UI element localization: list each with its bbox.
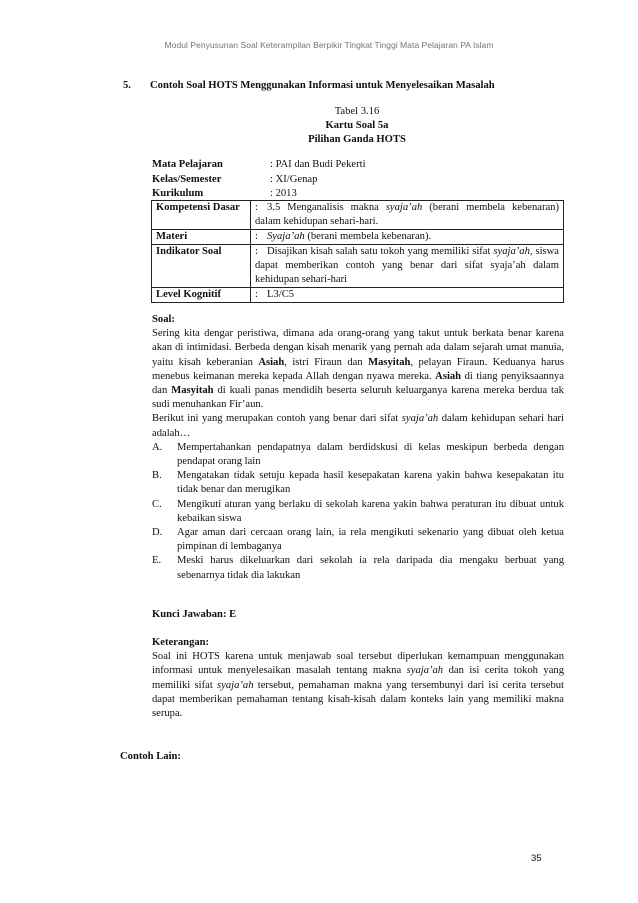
meta-value: : PAI dan Budi Pekerti — [270, 159, 366, 170]
story-name: Asiah — [435, 370, 462, 382]
row-value-em: syaja’ah, — [493, 246, 533, 257]
row-key: Indikator Soal — [152, 245, 251, 288]
answer-key: Kunci Jawaban: E — [152, 609, 237, 620]
table-number: Tabel 3.16 — [334, 106, 380, 117]
row-value-pre: Disajikan kisah salah satu tokoh yang memiliki sifat — [267, 246, 494, 257]
stem-text: Berikut ini yang merupakan contoh yang benar dari sifat — [152, 413, 402, 425]
explanation-part: tersebut, pemahaman makna yang tersembunyi dari isi cerita tersebut dapat memberikan pemahaman tentang kisah-kisah dalam konteks lain yang memiliki makna serupa. — [152, 679, 564, 720]
meta-class — [152, 172, 317, 187]
option-letter: D. — [152, 527, 163, 539]
row-value — [251, 245, 564, 288]
row-value-em: syaja’ah — [385, 202, 423, 213]
row-value — [251, 288, 564, 303]
story-name: Masyitah — [368, 356, 411, 368]
table-row — [152, 201, 564, 230]
row-key: Materi — [152, 230, 251, 245]
meta-value: : 2013 — [270, 188, 297, 199]
option-letter: E. — [152, 555, 162, 567]
row-key: Kompetensi Dasar — [152, 201, 251, 230]
section-number: 5. — [123, 80, 131, 91]
meta-key: Kurikulum — [152, 188, 204, 199]
section-title-text: Contoh Soal HOTS Menggunakan Informasi untuk Menyelesaikan Masalah — [150, 80, 495, 91]
question-block — [152, 313, 564, 583]
row-value-pre: 3.5 Menganalisis makna — [267, 202, 386, 213]
meta-value: : XI/Genap — [270, 174, 318, 185]
explanation-heading: Keterangan: — [152, 637, 210, 648]
row-value — [251, 201, 564, 230]
row-value-em: Syaja’ah — [267, 231, 305, 242]
story-text: , istri Firaun dan — [284, 356, 369, 368]
running-header: Modul Penyusunan Soal Keterampilan Berpikir Tingkat Tinggi Mata Pelajaran PA Islam — [164, 40, 494, 50]
story-text: Sering kita dengar peristiwa, dimana ada orang-orang yang takut untuk berkata benar karena akan di intimidasi. Berbeda dengan kisah menarik yang pernah ada dalam sejarah umat manuia, yaitu kisah keberanian — [152, 328, 564, 368]
option-letter: C. — [152, 498, 162, 510]
row-value-post: siswa dapat memberikan contoh yang benar dari sifat syaja’ah dalam kehidupan sehari-hari — [255, 246, 559, 285]
story-name: Masyitah — [171, 385, 214, 397]
row-value — [251, 230, 564, 245]
explanation-part: dan isi cerita tokoh yang memiliki sifat — [152, 665, 564, 691]
option-text: Mempertahankan pendapatnya dalam berdidskusi di kelas meskipun berbeda dengan pendapat orang lain — [177, 441, 564, 468]
story-text: , pelayan Firaun. Keduanya harus menebus keimanan mereka kepada Allah dengan nyawa mereka. — [152, 356, 564, 382]
explanation-block — [152, 636, 564, 721]
row-sep: : — [255, 202, 258, 213]
row-sep: : — [255, 231, 258, 242]
table-row — [152, 288, 564, 303]
option-d — [152, 526, 564, 554]
stem-text: dalam kehidupan sehari hari adalah… — [152, 413, 564, 439]
story-text: di kuali panas mendidih beserta seluruh keluarganya karena mereka berdua tak sudi menuhankan Fir’aun. — [152, 385, 564, 411]
story-text: di tiang penyiksaannya dan — [152, 370, 565, 397]
meta-key: Kelas/Semester — [152, 174, 222, 185]
question-story — [152, 327, 564, 412]
option-text: Meski harus dikeluarkan dari sekolah ia rela daripada dia mengaku berbuat yang sebenarnya tidak dia lakukan — [177, 555, 564, 581]
row-value-post: (berani membela kebenaran) dalam kehidupan sehari-hari. — [255, 202, 559, 227]
section-title — [123, 80, 495, 91]
option-text: Mengikuti aturan yang berlaku di sekolah karena yakin bahwa peraturan itu dibuat untuk kebaikan siswa — [177, 498, 564, 524]
meta-curriculum — [152, 186, 297, 201]
stem-em: syaja’ah — [401, 413, 439, 425]
row-key: Level Kognitif — [152, 288, 251, 303]
meta-key: Mata Pelajaran — [152, 159, 223, 170]
option-b — [152, 469, 564, 497]
option-letter: B. — [152, 470, 162, 482]
row-value-post: (berani membela kebenaran). — [304, 231, 432, 242]
question-type: Pilihan Ganda HOTS — [308, 134, 406, 145]
page-number: 35 — [531, 853, 542, 864]
option-text: Mengatakan tidak setuju kepada hasil kesepakatan karena yakin bahwa kesepakatan itu tidak benar dan merugikan — [177, 470, 564, 496]
option-a — [152, 441, 564, 469]
card-table — [151, 200, 564, 303]
option-c — [152, 498, 564, 526]
option-letter: A. — [152, 441, 163, 453]
question-heading: Soal: — [152, 314, 175, 325]
row-sep: : — [255, 246, 258, 257]
table-row — [152, 245, 564, 288]
meta-subject — [152, 157, 366, 172]
card-title: Kartu Soal 5a — [325, 120, 389, 131]
table-row — [152, 230, 564, 245]
explanation-text — [152, 650, 564, 721]
option-text: Agar aman dari cercaan orang lain, ia rela mengikuti sekenario yang dibuat oleh ketua pimpinan di lembaganya — [177, 527, 564, 553]
story-name: Asiah — [258, 356, 285, 368]
row-sep: : — [255, 289, 258, 300]
explanation-em: syaja’ah — [406, 665, 444, 677]
explanation-part: Soal ini HOTS karena untuk menjawab soal tersebut diperlukan kemampuan menggunakan informasi untuk menyelesaikan masalah tentang makna — [152, 651, 564, 677]
option-e — [152, 554, 564, 582]
explanation-em: syaja’ah — [217, 679, 254, 691]
row-value-pre: L3/C5 — [267, 289, 295, 300]
other-examples-heading: Contoh Lain: — [120, 751, 181, 762]
question-stem — [152, 412, 564, 440]
